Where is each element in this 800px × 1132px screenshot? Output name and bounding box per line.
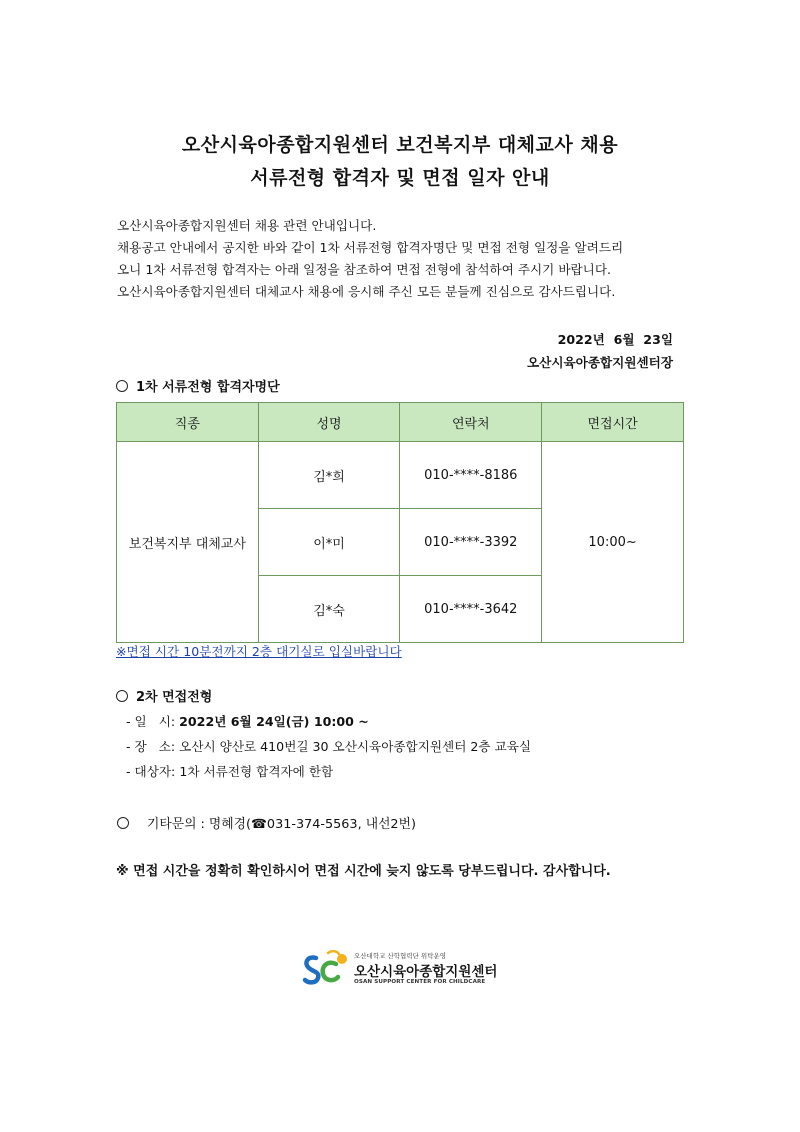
- center-logo-icon: [302, 950, 350, 990]
- applicant-table: [116, 402, 684, 643]
- document-title-line1: 오산시육아종합지원센터 보건복지부 대체교사 채용: [181, 134, 619, 156]
- intro-paragraph: [117, 215, 697, 303]
- cell-phone: 010-****-3642: [400, 576, 542, 643]
- detail-value: 1차 서류전형 합격자에 한함: [179, 764, 334, 779]
- logo-english-name: OSAN SUPPORT CENTER FOR CHILDCARE: [354, 979, 486, 985]
- interview-date-item: [126, 711, 369, 730]
- circle-bullet-icon: [116, 380, 128, 392]
- document-date: 2022년 6월 23일: [557, 332, 673, 347]
- cell-time: 10:00~: [542, 442, 684, 643]
- interview-target-item: [126, 761, 333, 780]
- section2-heading: [116, 686, 212, 705]
- intro-line: 오니 1차 서류전형 합격자는 아래 일정을 참조하여 면접 전형에 참석하여 주시기 바랍니다.: [117, 262, 612, 277]
- table-row: [117, 442, 684, 509]
- cell-job: 보건복지부 대체교사: [117, 442, 259, 643]
- final-notice: ※ 면접 시간을 정확히 확인하시어 면접 시간에 늦지 않도록 당부드립니다. 감사합니다.: [116, 864, 611, 879]
- header-time: 면접시간: [542, 403, 684, 442]
- detail-label: - 일 시:: [126, 714, 176, 729]
- cell-phone: 010-****-8186: [400, 442, 542, 509]
- header-name: 성명: [258, 403, 400, 442]
- document-signer: 오산시육아종합지원센터장: [527, 355, 673, 370]
- interview-place-item: [126, 736, 531, 755]
- intro-line: 채용공고 안내에서 공지한 바와 같이 1차 서류전형 합격자명단 및 면접 전형 일정을 알려드리: [117, 240, 624, 255]
- detail-label: - 대상자:: [126, 764, 176, 779]
- intro-line: 오산시육아종합지원센터 채용 관련 안내입니다.: [117, 218, 377, 233]
- circle-bullet-icon: [116, 690, 128, 702]
- cell-name: 이*미: [258, 509, 400, 576]
- cell-name: 김*숙: [258, 576, 400, 643]
- document-title-line2: 서류전형 합격자 및 면접 일자 안내: [250, 167, 550, 189]
- circle-bullet-icon: [117, 817, 129, 829]
- intro-line: 오산시육아종합지원센터 대체교사 채용에 응시해 주신 모든 분들께 진심으로 감사드립니다.: [117, 284, 616, 299]
- section1-heading-text: 1차 서류전형 합격자명단: [136, 380, 280, 395]
- detail-value: 2022년 6월 24일(금) 10:00 ~: [179, 714, 369, 729]
- header-phone: 연락처: [400, 403, 542, 442]
- section1-heading: [116, 376, 280, 395]
- cell-phone: 010-****-3392: [400, 509, 542, 576]
- table-header-row: [117, 403, 684, 442]
- center-logo: [302, 950, 502, 990]
- logo-tagline: 오산대학교 산학협력단 위탁운영: [354, 952, 447, 960]
- section2-heading-text: 2차 면접전형: [136, 690, 213, 705]
- contact-info: [117, 813, 416, 832]
- cell-name: 김*희: [258, 442, 400, 509]
- contact-value: 명혜경(☎031-374-5563, 내선2번): [208, 817, 416, 832]
- logo-name: 오산시육아종합지원센터: [354, 964, 498, 980]
- header-job: 직종: [117, 403, 259, 442]
- interview-arrival-note: ※면접 시간 10분전까지 2층 대기실로 입실바랍니다: [116, 644, 402, 659]
- contact-label: 기타문의 :: [147, 817, 205, 832]
- detail-label: - 장 소:: [126, 739, 176, 754]
- detail-value: 오산시 양산로 410번길 30 오산시육아종합지원센터 2층 교육실: [179, 739, 532, 754]
